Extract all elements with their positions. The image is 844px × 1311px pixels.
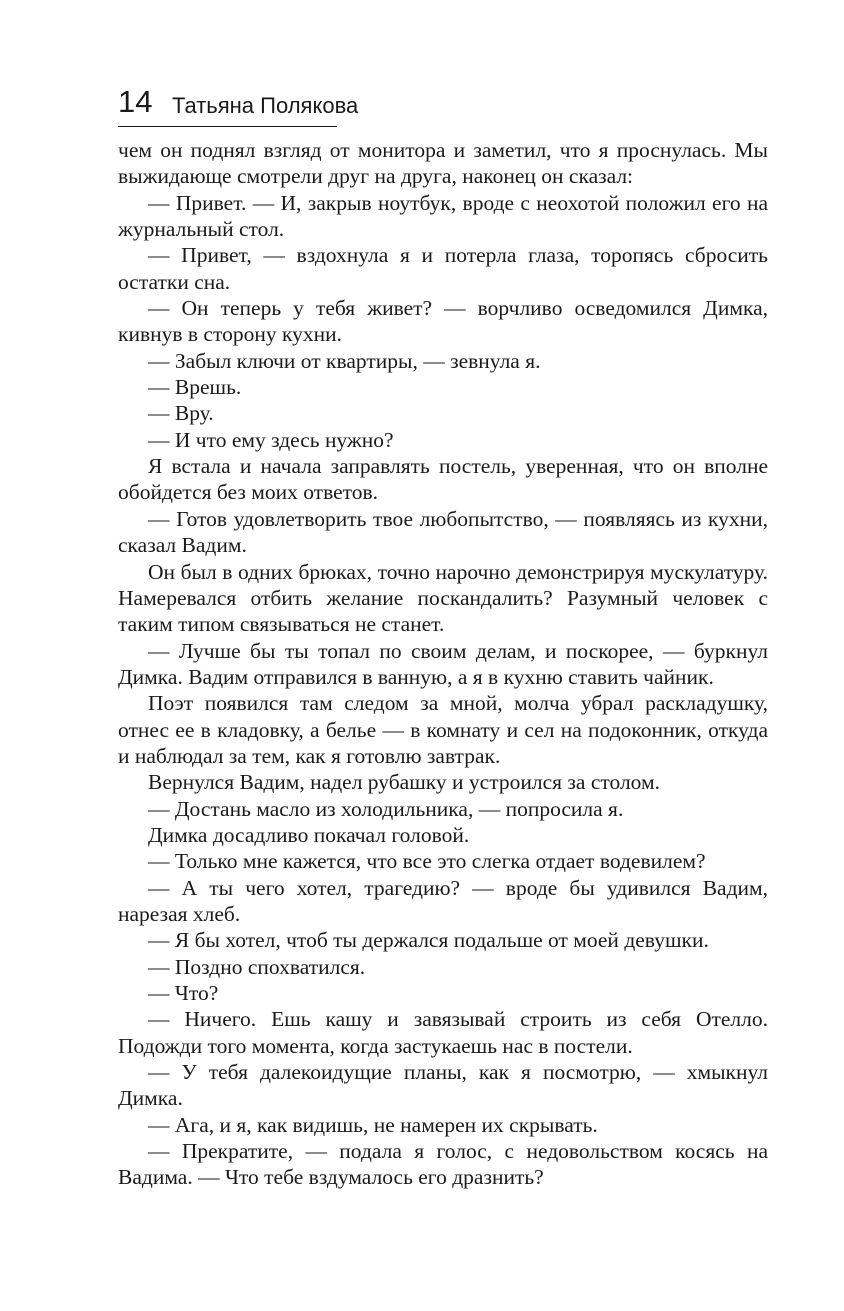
paragraph: — Ага, и я, как видишь, не намерен их скрывать. (148, 1112, 598, 1137)
paragraph: — Лучше бы ты топал по своим делам, и поскорее, — буркнул Димка. Вадим отправился в ванную, а я в кухню ставить чайник. (118, 638, 768, 689)
paragraph: — Привет, — вздохнула я и потерла глаза, торопясь сбросить остатки сна. (118, 243, 768, 294)
paragraph: Димка досадливо покачал головой. (148, 822, 470, 847)
paragraph: — Готов удовлетворить твое любопытство, — появляясь из кухни, сказал Вадим. (118, 506, 768, 558)
body-text (118, 137, 768, 1191)
paragraph: — Вру. (148, 401, 214, 426)
paragraph: — Поздно спохватился. (148, 954, 366, 979)
author-running-head: Татьяна Полякова (172, 93, 359, 118)
paragraph: Вернулся Вадим, надел рубашку и устроился за столом. (148, 770, 660, 795)
paragraph: Поэт появился там следом за мной, молча убрал раскладушку, отнес ее в кладовку, а белье — в комнату и сел на подоконник, откуда и наблюдал за тем, как я готовлю завтрак. (118, 691, 768, 768)
paragraph: Я встала и начала заправлять постель, уверенная, что он вполне обойдется без моих ответов. (118, 454, 768, 505)
page-header (118, 84, 359, 127)
paragraph: — Достань масло из холодильника, — попросила я. (148, 796, 624, 821)
paragraph: — У тебя далекоидущие планы, как я посмотрю, — хмыкнул Димка. (118, 1060, 768, 1111)
paragraph: — Я бы хотел, чтоб ты держался подальше от моей девушки. (148, 928, 709, 953)
paragraph: — Забыл ключи от квартиры, — зевнула я. (148, 348, 541, 373)
paragraph: — Ничего. Ешь кашу и завязывай строить из себя Отелло. Подожди того момента, когда застукаешь нас в постели. (118, 1007, 768, 1058)
paragraph: — Только мне кажется, что все это слегка отдает водевилем? (148, 849, 706, 874)
paragraph: — Прекратите, — подала я голос, с недовольством косясь на Вадима. — Что тебе вздумалось его дразнить? (118, 1139, 768, 1190)
paragraph: — Привет. — И, закрыв ноутбук, вроде с неохотой положил его на журнальный стол. (118, 190, 768, 242)
paragraph: Он был в одних брюках, точно нарочно демонстрируя мускулатуру. Намеревался отбить желание поскандалить? Разумный человек с таким типом связываться не станет. (118, 559, 768, 637)
page-number: 14 (118, 84, 153, 119)
paragraph: — А ты чего хотел, трагедию? — вроде бы удивился Вадим, нарезая хлеб. (118, 875, 768, 926)
paragraph: чем он поднял взгляд от монитора и заметил, что я проснулась. Мы выжидающе смотрели друг на друга, наконец он сказал: (118, 138, 768, 189)
paragraph: — Врешь. (148, 375, 242, 400)
paragraph: — И что ему здесь нужно? (148, 427, 394, 452)
paragraph: — Что? (148, 981, 219, 1005)
paragraph: — Он теперь у тебя живет? — ворчливо осведомился Димка, кивнув в сторону кухни. (118, 296, 768, 347)
